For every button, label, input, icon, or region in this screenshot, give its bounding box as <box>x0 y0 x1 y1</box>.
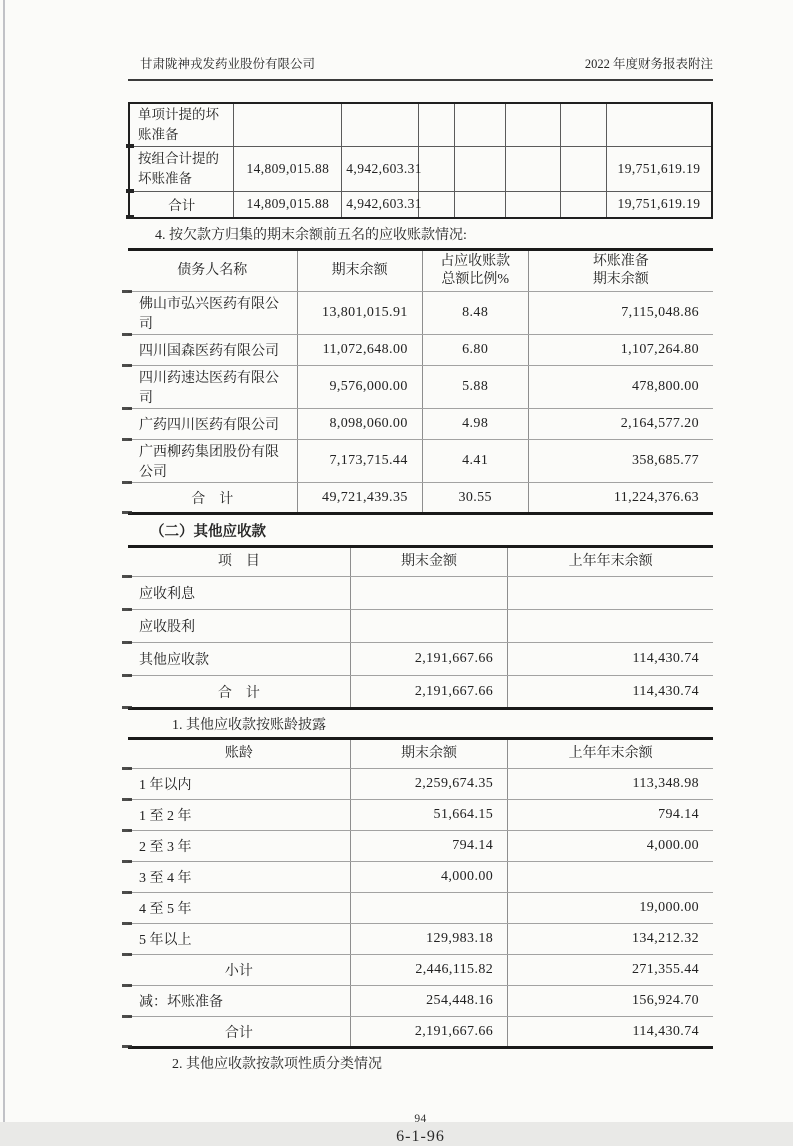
aging-cell: 2 至 3 年 <box>128 831 350 862</box>
item-cell: 应收利息 <box>128 577 350 610</box>
bad-debt-header-line1: 坏账准备 <box>592 253 649 269</box>
bad-debt-cell: 358,685.77 <box>528 440 713 483</box>
empty-cell <box>506 191 561 218</box>
ending-balance-cell: 2,191,667.66 <box>350 1017 507 1048</box>
provision-value-cell <box>606 103 712 146</box>
bad-debt-cell: 1,107,264.80 <box>528 335 713 366</box>
provision-value-cell: 19,751,619.19 <box>606 146 712 191</box>
debtor-name-cell: 四川药速达医药有限公司 <box>128 366 297 409</box>
ratio-cell: 30.55 <box>422 483 528 514</box>
section-title-top5-receivables: 4. 按欠款方归集的期末余额前五名的应收账款情况: <box>155 228 467 243</box>
ending-balance-cell: 7,173,715.44 <box>297 440 422 483</box>
table-row-total <box>128 1017 713 1048</box>
debtor-name-cell: 广药四川医药有限公司 <box>128 409 297 440</box>
ending-balance-cell: 4,000.00 <box>350 862 507 893</box>
aging-cell: 3 至 4 年 <box>128 862 350 893</box>
top5-debtors-table <box>128 248 713 515</box>
table-row <box>128 831 713 862</box>
empty-cell <box>506 103 561 146</box>
ending-balance-cell: 9,576,000.00 <box>297 366 422 409</box>
table-row <box>128 643 713 676</box>
table-row <box>128 409 713 440</box>
page-content <box>128 0 713 1146</box>
item-header: 项 目 <box>128 547 350 577</box>
ending-balance-cell: 129,983.18 <box>350 924 507 955</box>
prior-year-cell: 4,000.00 <box>508 831 713 862</box>
table-row-subtotal <box>128 955 713 986</box>
ratio-cell: 4.41 <box>422 440 528 483</box>
ending-amount-cell: 2,191,667.66 <box>350 643 507 676</box>
section-title-nature-classification: 2. 其他应收款按款项性质分类情况 <box>172 1057 382 1072</box>
bad-debt-header-line2: 期末余额 <box>592 272 649 287</box>
other-receivables-table <box>128 545 713 710</box>
ending-balance-header: 期末余额 <box>350 739 507 769</box>
ending-balance-cell: 2,259,674.35 <box>350 769 507 800</box>
debtor-name-cell: 佛山市弘兴医药有限公司 <box>128 292 297 335</box>
page-footer <box>128 1113 713 1146</box>
empty-cell <box>560 103 606 146</box>
ending-amount-cell <box>350 577 507 610</box>
provision-value-cell: 14,809,015.88 <box>234 146 342 191</box>
provision-label-cell: 单项计提的坏账准备 <box>129 103 234 146</box>
item-cell: 应收股利 <box>128 610 350 643</box>
page-number: 94 <box>414 1113 427 1125</box>
prior-year-cell: 134,212.32 <box>508 924 713 955</box>
provision-label-cell: 按组合计提的坏账准备 <box>129 146 234 191</box>
provision-total-label-cell: 合计 <box>129 191 234 218</box>
total-label-cell: 合 计 <box>128 676 350 709</box>
doc-code: 6-1-96 <box>396 1128 445 1145</box>
prior-year-cell <box>508 862 713 893</box>
table-row <box>128 893 713 924</box>
section-title-aging-disclosure: 1. 其他应收款按账龄披露 <box>172 718 326 733</box>
ending-balance-header: 期末余额 <box>297 250 422 292</box>
empty-cell <box>455 191 506 218</box>
table-row <box>128 986 713 1017</box>
aging-cell: 1 年以内 <box>128 769 350 800</box>
empty-cell <box>560 146 606 191</box>
provision-value-cell: 4,942,603.31 <box>342 191 419 218</box>
ratio-cell: 8.48 <box>422 292 528 335</box>
total-label-cell: 合计 <box>128 1017 350 1048</box>
empty-cell <box>455 103 506 146</box>
provision-value-cell <box>234 103 342 146</box>
table-row <box>128 769 713 800</box>
ending-balance-cell: 794.14 <box>350 831 507 862</box>
bad-debt-cell: 11,224,376.63 <box>528 483 713 514</box>
ratio-cell: 5.88 <box>422 366 528 409</box>
prior-year-cell: 19,000.00 <box>508 893 713 924</box>
table-row <box>129 103 712 146</box>
prior-year-cell: 113,348.98 <box>508 769 713 800</box>
prior-year-cell: 114,430.74 <box>508 1017 713 1048</box>
ending-amount-header: 期末金额 <box>350 547 507 577</box>
debtor-name-cell: 广西柳药集团股份有限公司 <box>128 440 297 483</box>
ending-balance-cell: 13,801,015.91 <box>297 292 422 335</box>
empty-cell <box>419 146 455 191</box>
table-row <box>128 440 713 483</box>
table-row-total <box>128 676 713 709</box>
page-header <box>128 54 713 81</box>
prior-year-cell: 156,924.70 <box>508 986 713 1017</box>
total-label-cell: 合 计 <box>128 483 297 514</box>
bad-debt-cell: 478,800.00 <box>528 366 713 409</box>
aging-table <box>128 737 713 1049</box>
ending-amount-cell: 2,191,667.66 <box>350 676 507 709</box>
prior-year-cell: 794.14 <box>508 800 713 831</box>
prior-year-cell: 271,355.44 <box>508 955 713 986</box>
table-row <box>128 335 713 366</box>
bad-debt-cell: 2,164,577.20 <box>528 409 713 440</box>
debtor-name-cell: 四川国森医药有限公司 <box>128 335 297 366</box>
table-row <box>128 292 713 335</box>
aging-cell: 1 至 2 年 <box>128 800 350 831</box>
ending-balance-cell: 51,664.15 <box>350 800 507 831</box>
table-row <box>128 610 713 643</box>
ratio-header <box>422 250 528 292</box>
aging-header: 账龄 <box>128 739 350 769</box>
prior-year-cell: 114,430.74 <box>508 676 713 709</box>
empty-cell <box>560 191 606 218</box>
ending-balance-cell <box>350 893 507 924</box>
prior-year-cell: 114,430.74 <box>508 643 713 676</box>
item-cell: 其他应收款 <box>128 643 350 676</box>
provision-value-cell: 14,809,015.88 <box>234 191 342 218</box>
empty-cell <box>419 103 455 146</box>
empty-cell <box>506 146 561 191</box>
prior-year-header: 上年年末余额 <box>508 547 713 577</box>
company-name: 甘肃陇神戎发药业股份有限公司 <box>140 57 316 71</box>
table-header-row <box>128 739 713 769</box>
ending-balance-cell: 49,721,439.35 <box>297 483 422 514</box>
empty-cell <box>419 191 455 218</box>
table-row <box>128 800 713 831</box>
doc-title: 2022 年度财务报表附注 <box>584 57 713 71</box>
section-title-other-receivables: （二）其他应收款 <box>150 524 266 540</box>
table-header-row <box>128 250 713 292</box>
table-row <box>129 146 712 191</box>
table-header-row <box>128 547 713 577</box>
ending-balance-cell: 8,098,060.00 <box>297 409 422 440</box>
table-row <box>128 577 713 610</box>
prior-year-cell <box>508 577 713 610</box>
ratio-header-line2: 总额比例% <box>441 272 510 287</box>
ratio-cell: 4.98 <box>422 409 528 440</box>
aging-cell: 5 年以上 <box>128 924 350 955</box>
table-row <box>128 924 713 955</box>
table-row-total <box>128 483 713 514</box>
ending-amount-cell <box>350 610 507 643</box>
ratio-header-line1: 占应收账款 <box>440 253 511 269</box>
provision-value-cell: 4,942,603.31 <box>342 146 419 191</box>
provision-value-cell <box>342 103 419 146</box>
less-provision-label-cell: 减：坏账准备 <box>128 986 350 1017</box>
ending-balance-cell: 11,072,648.00 <box>297 335 422 366</box>
ending-balance-cell: 254,448.16 <box>350 986 507 1017</box>
empty-cell <box>455 146 506 191</box>
bad-debt-header <box>528 250 713 292</box>
table-row <box>128 862 713 893</box>
table-row <box>128 366 713 409</box>
provision-table <box>128 102 713 219</box>
prior-year-header: 上年年末余额 <box>508 739 713 769</box>
aging-cell: 4 至 5 年 <box>128 893 350 924</box>
bad-debt-cell: 7,115,048.86 <box>528 292 713 335</box>
ratio-cell: 6.80 <box>422 335 528 366</box>
table-row-total <box>129 191 712 218</box>
subtotal-label-cell: 小计 <box>128 955 350 986</box>
debtor-name-header: 债务人名称 <box>128 250 297 292</box>
provision-value-cell: 19,751,619.19 <box>606 191 712 218</box>
prior-year-cell <box>508 610 713 643</box>
ending-balance-cell: 2,446,115.82 <box>350 955 507 986</box>
